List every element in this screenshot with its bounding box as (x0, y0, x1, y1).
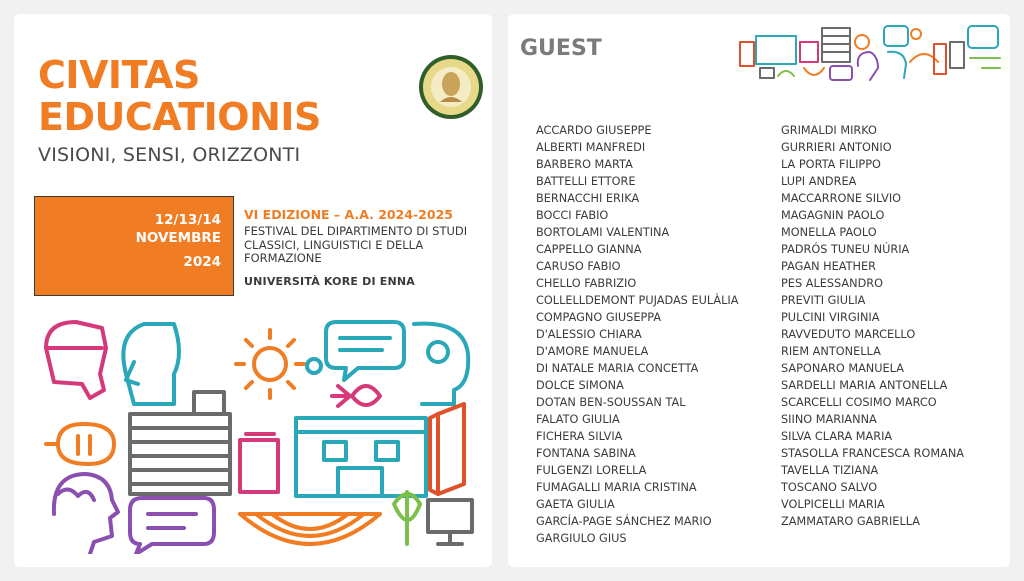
guest-name: DI NATALE MARIA CONCETTA (536, 362, 699, 375)
amphitheater-icon (240, 514, 380, 544)
guest-name: CHELLO FABRIZIO (536, 277, 637, 290)
guest-name: FICHERA SILVIA (536, 430, 623, 443)
guest-name: PULCINI VIRGINIA (781, 311, 880, 324)
guest-name: PAGAN HEATHER (781, 260, 877, 273)
guest-name: BOCCI FABIO (536, 209, 609, 222)
guest-column-2 (781, 122, 964, 530)
university-seal-icon (418, 54, 484, 120)
event-poster (14, 14, 492, 567)
guest-name: PADRÓS TUNEU NÚRIA (781, 243, 910, 256)
monitor-icon (760, 68, 774, 78)
guest-name: MONELLA PAOLO (781, 226, 877, 239)
guest-name: LA PORTA FILIPPO (781, 158, 881, 171)
edition-title: VI EDIZIONE – A.A. 2024-2025 (244, 207, 453, 222)
guest-name: PES ALESSANDRO (781, 277, 884, 290)
festival-description: FESTIVAL DEL DIPARTIMENTO DI STUDI CLASSICI, LINGUISTICI E DELLA FORMAZIONE (244, 224, 468, 265)
sun-icon (236, 330, 304, 398)
guest-column-1 (536, 122, 738, 547)
event-date-box (34, 196, 234, 296)
guest-name: SILVA CLARA MARIA (781, 430, 893, 443)
guest-name: MAGAGNIN PAOLO (781, 209, 885, 222)
open-book-icon (430, 404, 464, 494)
guest-name: VOLPICELLI MARIA (781, 498, 885, 511)
guest-name: GURRIERI ANTONIO (781, 141, 892, 154)
guest-name: BERNACCHI ERIKA (536, 192, 640, 205)
thinking-head-icon (414, 324, 468, 404)
guest-name: COLLELLDEMONT PUJADAS EULÀLIA (536, 294, 739, 307)
lightbulb-icon (46, 424, 114, 464)
guest-name: FUMAGALLI MARIA CRISTINA (536, 481, 697, 494)
school-building-icon (296, 418, 426, 496)
guest-name: BARBERO MARTA (536, 158, 633, 171)
poster-title-line2: EDUCATIONIS (38, 95, 321, 139)
guest-name: DOTAN BEN-SOUSSAN TAL (536, 396, 686, 409)
guest-name: STASOLLA FRANCESCA ROMANA (781, 447, 965, 460)
flower-icon (332, 386, 380, 406)
guest-name: DOLCE SIMONA (536, 379, 624, 392)
guest-name: GRIMALDI MIRKO (781, 124, 877, 137)
guest-name: D'ALESSIO CHIARA (536, 328, 642, 341)
guest-name: SAPONARO MANUELA (781, 362, 904, 375)
guest-name: SIINO MARIANNA (781, 413, 877, 426)
school-icon (756, 36, 796, 64)
speech-bubble-icon (326, 322, 404, 380)
poster-title-line1: CIVITAS (38, 53, 200, 97)
computer-monitor-icon (428, 500, 472, 544)
event-days: 12/13/14 (154, 212, 221, 228)
guest-name: COMPAGNO GIUSEPPA (536, 311, 662, 324)
sun-icon (911, 29, 921, 39)
guest-name: FULGENZI LORELLA (536, 464, 647, 477)
guest-name: PREVITI GIULIA (781, 294, 866, 307)
book-icon (240, 434, 278, 492)
education-illustration (34, 314, 474, 554)
guest-name: RIEM ANTONELLA (781, 345, 881, 358)
speech-icon (884, 26, 908, 46)
head-profile-icon (46, 322, 106, 398)
guest-name: SARDELLI MARIA ANTONELLA (781, 379, 948, 392)
event-year: 2024 (183, 254, 221, 270)
event-month: NOVEMBRE (135, 230, 221, 246)
guest-name: CARUSO FABIO (536, 260, 621, 273)
guest-heading: GUEST (520, 36, 602, 61)
guest-name: FALATO GIULIA (536, 413, 620, 426)
curly-head-icon (54, 474, 118, 554)
leaf-icon (394, 492, 420, 544)
icon-banner (738, 22, 1008, 84)
guest-name: ALBERTI MANFREDI (536, 141, 646, 154)
guest-name: BORTOLAMI VALENTINA (536, 226, 670, 239)
building-icon (130, 392, 230, 494)
guest-name: ZAMMATARO GABRIELLA (781, 515, 921, 528)
university-name: UNIVERSITÀ KORE DI ENNA (244, 275, 416, 288)
guest-name: LUPI ANDREA (781, 175, 857, 188)
poster-subtitle: VISIONI, SENSI, ORIZZONTI (38, 144, 301, 166)
guest-name: GAETA GIULIA (536, 498, 615, 511)
chat-bubble-icon (130, 498, 214, 554)
guest-name: BATTELLI ETTORE (536, 175, 636, 188)
guest-name: GARCÍA-PAGE SÁNCHEZ MARIO (536, 515, 712, 528)
guest-name: FONTANA SABINA (536, 447, 636, 460)
guest-name: TOSCANO SALVO (781, 481, 878, 494)
lightbulb-icon (855, 35, 869, 49)
guest-name: RAVVEDUTO MARCELLO (781, 328, 916, 341)
guest-name: ACCARDO GIUSEPPE (536, 124, 652, 137)
guest-name: GARGIULO GIUS (536, 532, 627, 545)
guest-name: SCARCELLI COSIMO MARCO (781, 396, 937, 409)
book-icon (740, 42, 754, 66)
guest-name: D'AMORE MANUELA (536, 345, 649, 358)
guest-name: TAVELLA TIZIANA (781, 464, 879, 477)
guest-list-panel (508, 14, 1010, 567)
guest-name: MACCARRONE SILVIO (781, 192, 902, 205)
guest-name: CAPPELLO GIANNA (536, 243, 642, 256)
